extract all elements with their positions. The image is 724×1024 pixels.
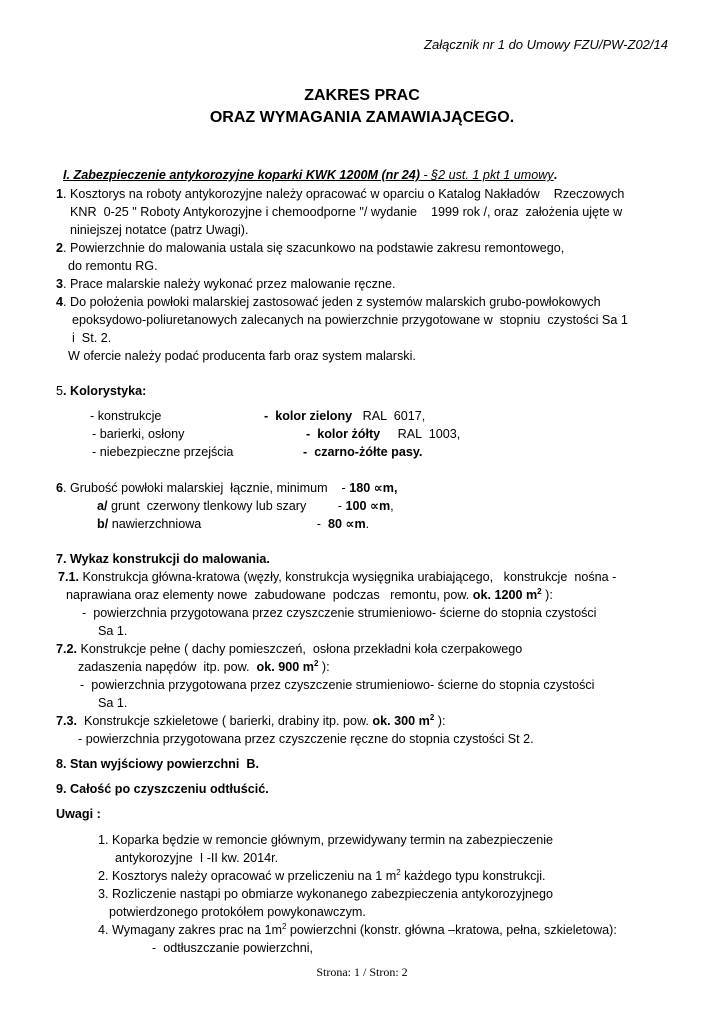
note-1-line-1: 1. Koparka będzie w remoncie głównym, przewidywany termin na zabezpieczenie <box>98 833 553 847</box>
item-2-line-2: do remontu RG. <box>68 259 158 273</box>
section-7-3-line-2: - powierzchnia przygotowana przez czyszczenie ręczne do stopnia czystości St 2. <box>78 732 534 746</box>
area-exponent: 2 <box>313 659 319 668</box>
section-7-1-area <box>473 588 542 602</box>
thickness-b-end: . <box>365 517 370 531</box>
section-7-2-number: 7.2. <box>56 642 78 656</box>
thickness-b-value: 80 ∝m <box>327 517 366 531</box>
section-7-2-text: Konstrukcje pełne ( dachy pomieszczeń, osłona przekładni koła czerpakowego <box>77 642 523 656</box>
section-7-1-text: Konstrukcja główna-kratowa (węzły, konstrukcja wysięgnika urabiającego, konstrukcje nośna - <box>79 570 617 584</box>
section-7-2-line-1 <box>56 641 522 657</box>
section-7-3-number: 7.3. <box>56 714 78 728</box>
thickness-b-key: b/ <box>97 517 109 531</box>
color-ral-code: RAL 6017, <box>352 409 426 423</box>
color-name: - kolor zielony <box>264 409 353 423</box>
note-4-text: 4. Wymagany zakres prac na 1m <box>98 923 282 937</box>
note-1-line-2: antykorozyjne I -II kw. 2014r. <box>115 851 279 865</box>
area-value: ok. 900 m <box>256 660 314 674</box>
thickness-number: 6 <box>56 481 64 495</box>
note-2-text: każdego typu konstrukcji. <box>400 869 546 883</box>
color-row-value <box>303 444 422 460</box>
note-4-sub: - odtłuszczanie powierzchni, <box>152 941 313 955</box>
area-value: ok. 1200 m <box>472 588 538 602</box>
section-9-heading: 9. Całość po czyszczeniu odtłuścić. <box>56 782 269 796</box>
thickness-total-value: 180 ∝m, <box>349 481 398 495</box>
item-4-text: . Do położenia powłoki malarskiej zastosować jeden z systemów malarskich grubo-powłokowych <box>63 295 601 309</box>
color-row-value <box>306 426 460 442</box>
area-exponent: 2 <box>537 587 542 596</box>
section-7-3-line-1 <box>56 713 445 729</box>
note-2-exponent: 2 <box>396 868 401 877</box>
thickness-a-key: a/ <box>97 499 108 513</box>
thickness-line-2 <box>97 498 394 514</box>
color-row-value <box>264 408 425 424</box>
thickness-line-3 <box>97 516 369 532</box>
item-2-number: 2 <box>56 241 64 255</box>
thickness-a-text: grunt czerwony tlenkowy lub szary - <box>107 499 346 513</box>
section-7-1-end: ): <box>541 588 553 602</box>
item-3-text: . Prace malarskie należy wykonać przez malowanie ręczne. <box>63 277 396 291</box>
section-7-1-line-2 <box>66 587 553 603</box>
color-name: - kolor żółty <box>306 427 381 441</box>
notes-heading: Uwagi : <box>56 807 101 821</box>
thickness-a-end: , <box>390 499 394 513</box>
section-7-1-number: 7.1. <box>58 570 80 584</box>
color-row-label: - barierki, osłony <box>92 427 185 441</box>
item-2-text: . Powierzchnie do malowania ustala się szacunkowo na podstawie zakresu remontowego, <box>63 241 565 255</box>
section-7-1-line-4: Sa 1. <box>98 624 128 638</box>
attachment-reference: Załącznik nr 1 do Umowy FZU/PW-Z02/14 <box>424 37 668 52</box>
item-4-line-4: W ofercie należy podać producenta farb oraz system malarski. <box>68 349 416 363</box>
item-1-line-1 <box>56 186 624 202</box>
item-2-line-1 <box>56 240 564 256</box>
note-4-text: powierzchni (konstr. główna –kratowa, pełna, szkieletowa): <box>286 923 617 937</box>
thickness-line-1 <box>56 480 397 496</box>
area-value: ok. 300 m <box>372 714 430 728</box>
note-2-text: 2. Kosztorys należy opracować w przeliczeniu na 1 m <box>98 869 397 883</box>
item-3-line-1 <box>56 276 396 292</box>
item-1-line-2: KNR 0-25 " Roboty Antykorozyjne i chemoodporne "/ wydanie 1999 rok /, oraz założenia ujęte w <box>70 205 623 219</box>
section-7-1-line-1 <box>58 569 616 585</box>
section-7-2-text: zadaszenia napędów itp. pow. <box>78 660 257 674</box>
colors-heading <box>56 383 146 399</box>
area-exponent: 2 <box>429 713 435 722</box>
thickness-b-text: nawierzchniowa - <box>108 517 328 531</box>
section-1-period: . <box>553 168 558 182</box>
item-1-text: . Kosztorys na roboty antykorozyjne należy opracować w oparciu o Katalog Nakładów Rzeczowych <box>63 187 625 201</box>
section-7-3-text: Konstrukcje szkieletowe ( barierki, drabiny itp. pow. <box>77 714 373 728</box>
item-4-line-2: epoksydowo-poliuretanowych zalecanych na powierzchnie przygotowane w stopniu czystości Sa 1 <box>72 313 628 327</box>
section-1-heading <box>56 151 557 183</box>
color-row-label: - niebezpieczne przejścia <box>92 445 234 459</box>
title-line-2: ORAZ WYMAGANIA ZAMAWIAJĄCEGO. <box>209 109 515 126</box>
thickness-text: . Grubość powłoki malarskiej łącznie, minimum - <box>63 481 350 495</box>
item-1-number: 1 <box>56 187 64 201</box>
note-4 <box>98 922 617 938</box>
item-4-number: 4 <box>56 295 64 309</box>
item-4-line-3: i St. 2. <box>72 331 112 345</box>
note-2 <box>98 868 546 884</box>
section-7-2-line-4: Sa 1. <box>98 696 128 710</box>
section-7-2-line-2 <box>78 659 330 675</box>
item-3-number: 3 <box>56 277 64 291</box>
thickness-a-value: 100 ∝m <box>345 499 391 513</box>
note-3-line-1: 3. Rozliczenie nastąpi po obmiarze wykonanego zabezpieczenia antykorozyjnego <box>98 887 554 901</box>
section-7-3-area <box>372 714 434 728</box>
section-7-3-end: ): <box>434 714 446 728</box>
color-row-label: - konstrukcje <box>90 409 162 423</box>
section-8-heading: 8. Stan wyjściowy powierzchni B. <box>56 757 259 771</box>
note-3-line-2: potwierdzonego protokółem powykonawczym. <box>109 905 366 919</box>
colors-title: . Kolorystyka: <box>63 384 147 398</box>
item-4-line-1 <box>56 294 601 310</box>
section-7-2-end: ): <box>318 660 330 674</box>
color-ral-code: RAL 1003, <box>380 427 461 441</box>
section-7-1-text: naprawiana oraz elementy nowe zabudowane podczas remontu, pow. <box>66 588 473 602</box>
item-1-line-3: niniejszej notatce (patrz Uwagi). <box>70 223 249 237</box>
note-4-exponent: 2 <box>281 922 287 931</box>
colors-number: 5 <box>56 384 64 398</box>
section-1-title: I. Zabezpieczenie antykorozyjne koparki KWK 1200M (nr 24) <box>63 168 420 182</box>
color-name: - czarno-żółte pasy. <box>303 445 423 459</box>
section-7-2-line-3: - powierzchnia przygotowana przez czyszczenie strumieniowo- ścierne do stopnia czystości <box>80 678 595 692</box>
page-footer: Strona: 1 / Stron: 2 <box>316 965 408 979</box>
section-7-2-area <box>257 660 319 674</box>
section-1-legal-ref: - §2 ust. 1 pkt 1 umowy <box>419 168 554 182</box>
section-7-1-line-3: - powierzchnia przygotowana przez czyszczenie strumieniowo- ścierne do stopnia czystości <box>82 606 597 620</box>
title-line-1: ZAKRES PRAC <box>304 87 420 104</box>
section-7-heading: 7. Wykaz konstrukcji do malowania. <box>56 552 270 566</box>
